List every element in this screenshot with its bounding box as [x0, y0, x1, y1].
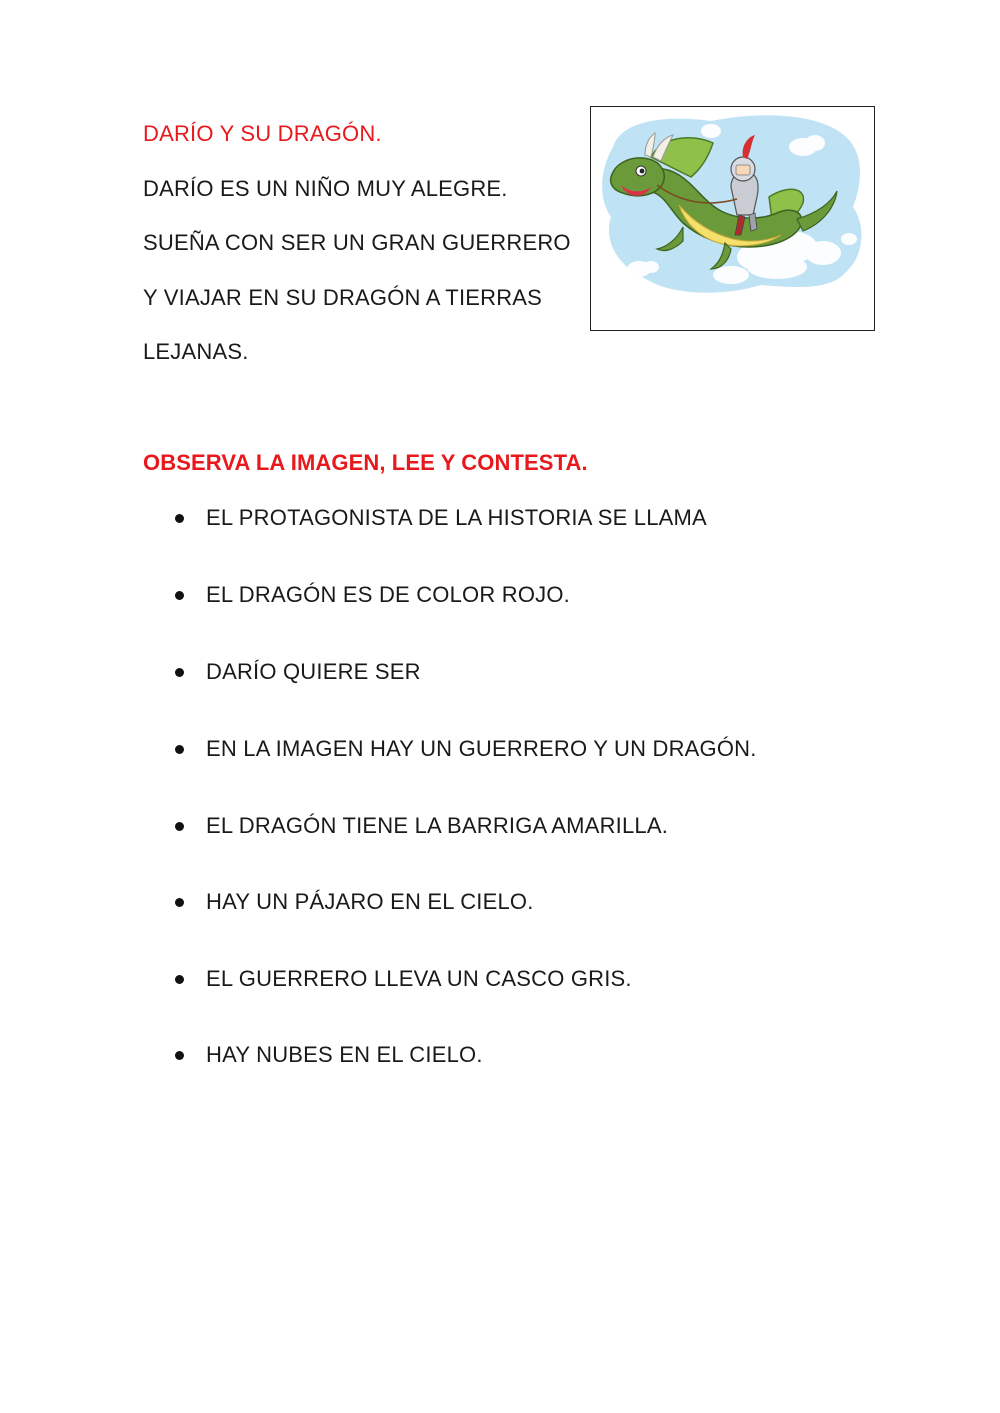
- instructions-heading: OBSERVA LA IMAGEN, LEE Y CONTESTA.: [143, 450, 588, 475]
- dragon-and-knight-illustration: [591, 107, 874, 330]
- story-line: SUEÑA CON SER UN GRAN GUERRERO: [143, 230, 571, 255]
- list-item: [172, 736, 757, 762]
- list-item: [172, 889, 534, 915]
- question-text: EL PROTAGONISTA DE LA HISTORIA SE LLAMA: [206, 505, 707, 530]
- bullet-icon: [175, 514, 184, 523]
- question-text: HAY NUBES EN EL CIELO.: [206, 1042, 483, 1067]
- list-item: [172, 659, 421, 685]
- bullet-icon: [175, 898, 184, 907]
- list-item: [172, 966, 632, 992]
- list-item: [172, 582, 570, 608]
- question-text: EN LA IMAGEN HAY UN GUERRERO Y UN DRAGÓN.: [206, 736, 757, 761]
- bullet-icon: [175, 975, 184, 984]
- bullet-icon: [175, 1051, 184, 1060]
- list-item: [172, 1042, 483, 1068]
- bullet-icon: [175, 591, 184, 600]
- bullet-icon: [175, 822, 184, 831]
- story-illustration: [590, 106, 875, 331]
- story-line: Y VIAJAR EN SU DRAGÓN A TIERRAS: [143, 285, 543, 310]
- question-text: EL GUERRERO LLEVA UN CASCO GRIS.: [206, 966, 632, 991]
- list-item: [172, 505, 707, 531]
- question-text: EL DRAGÓN ES DE COLOR ROJO.: [206, 582, 570, 607]
- bullet-icon: [175, 745, 184, 754]
- story-line: DARÍO ES UN NIÑO MUY ALEGRE.: [143, 176, 508, 201]
- question-text: HAY UN PÁJARO EN EL CIELO.: [206, 889, 534, 914]
- question-text: EL DRAGÓN TIENE LA BARRIGA AMARILLA.: [206, 813, 669, 838]
- bullet-icon: [175, 668, 184, 677]
- story-line: LEJANAS.: [143, 339, 249, 364]
- list-item: [172, 813, 668, 839]
- story-title: DARÍO Y SU DRAGÓN.: [143, 121, 382, 146]
- question-text: DARÍO QUIERE SER: [206, 659, 421, 684]
